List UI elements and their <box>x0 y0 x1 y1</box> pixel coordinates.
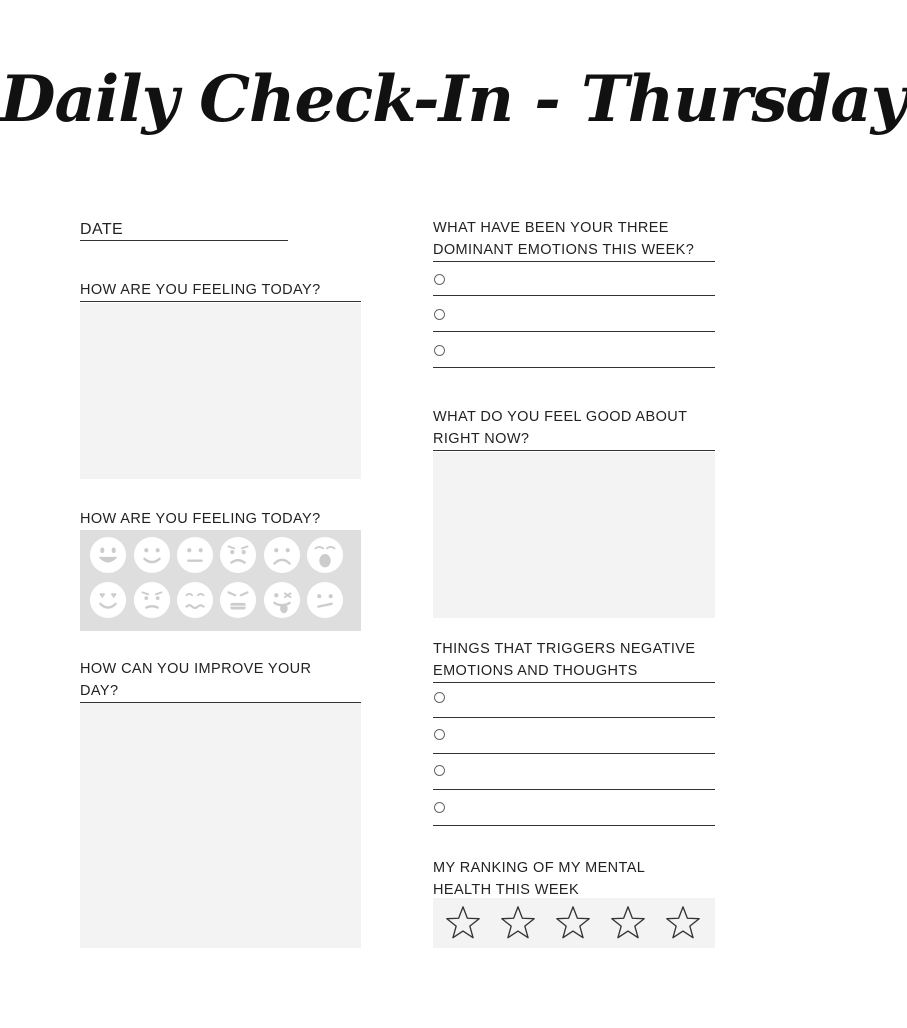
frowning-face-icon[interactable] <box>263 536 301 574</box>
bullet-circle-icon[interactable] <box>434 802 445 813</box>
star-icon[interactable] <box>664 904 702 942</box>
triggers-label-line2: EMOTIONS AND THOUGHTS <box>433 663 638 679</box>
bullet-circle-icon[interactable] <box>434 345 445 356</box>
improve-label <box>80 658 361 703</box>
improve-notes-box[interactable] <box>80 703 361 948</box>
date-field[interactable] <box>80 240 288 241</box>
trigger-entry-4[interactable] <box>433 789 715 826</box>
bullet-circle-icon[interactable] <box>434 729 445 740</box>
heart-eyes-face-icon[interactable] <box>89 581 127 619</box>
trigger-entry-3[interactable] <box>433 753 715 790</box>
grinning-face-icon[interactable] <box>89 536 127 574</box>
date-label <box>80 219 288 241</box>
confused-face-icon[interactable] <box>306 581 344 619</box>
good-label <box>433 406 715 451</box>
bullet-circle-icon[interactable] <box>434 765 445 776</box>
tongue-out-face-icon[interactable] <box>263 581 301 619</box>
good-label-line1: WHAT DO YOU FEEL GOOD ABOUT <box>433 409 688 425</box>
page-title: Daily Check-In - Thursday <box>0 62 907 137</box>
woozy-face-icon[interactable] <box>176 581 214 619</box>
emotions-label-line1: WHAT HAVE BEEN YOUR THREE <box>433 220 669 236</box>
angry-face-icon[interactable] <box>219 581 257 619</box>
ranking-label-line2: HEALTH THIS WEEK <box>433 882 580 898</box>
smiling-face-icon[interactable] <box>133 536 171 574</box>
improve-label-line1: HOW CAN YOU IMPROVE YOUR <box>80 661 312 677</box>
triggers-label <box>433 638 715 683</box>
ranking-label-line1: MY RANKING OF MY MENTAL <box>433 860 646 876</box>
good-label-line2: RIGHT NOW? <box>433 431 530 447</box>
emotions-label-line2: DOMINANT EMOTIONS THIS WEEK? <box>433 242 695 258</box>
feeling-emoji-label-text: HOW ARE YOU FEELING TODAY? <box>80 511 321 527</box>
date-label-text: DATE <box>80 221 124 238</box>
emotion-entry-1[interactable] <box>433 259 715 296</box>
emotion-entry-2[interactable] <box>433 295 715 332</box>
feeling-emoji-label <box>80 508 361 531</box>
star-icon[interactable] <box>609 904 647 942</box>
triggers-label-line1: THINGS THAT TRIGGERS NEGATIVE <box>433 641 696 657</box>
star-icon[interactable] <box>444 904 482 942</box>
feeling-notes-box[interactable] <box>80 303 361 479</box>
emotions-label <box>433 217 715 262</box>
good-notes-box[interactable] <box>433 452 715 618</box>
mental-health-rating <box>433 898 715 948</box>
star-icon[interactable] <box>499 904 537 942</box>
improve-label-line2: DAY? <box>80 683 119 699</box>
bullet-circle-icon[interactable] <box>434 309 445 320</box>
feeling-label <box>80 279 361 302</box>
sad-face-icon[interactable] <box>133 581 171 619</box>
star-icon[interactable] <box>554 904 592 942</box>
neutral-face-icon[interactable] <box>176 536 214 574</box>
feeling-label-text: HOW ARE YOU FEELING TODAY? <box>80 282 321 298</box>
emoji-grid <box>80 530 361 631</box>
emotion-entry-3[interactable] <box>433 331 715 368</box>
worried-face-icon[interactable] <box>219 536 257 574</box>
bullet-circle-icon[interactable] <box>434 692 445 703</box>
trigger-entry-1[interactable] <box>433 681 715 718</box>
bullet-circle-icon[interactable] <box>434 274 445 285</box>
trigger-entry-2[interactable] <box>433 717 715 754</box>
ranking-label <box>433 857 715 902</box>
shocked-face-icon[interactable] <box>306 536 344 574</box>
